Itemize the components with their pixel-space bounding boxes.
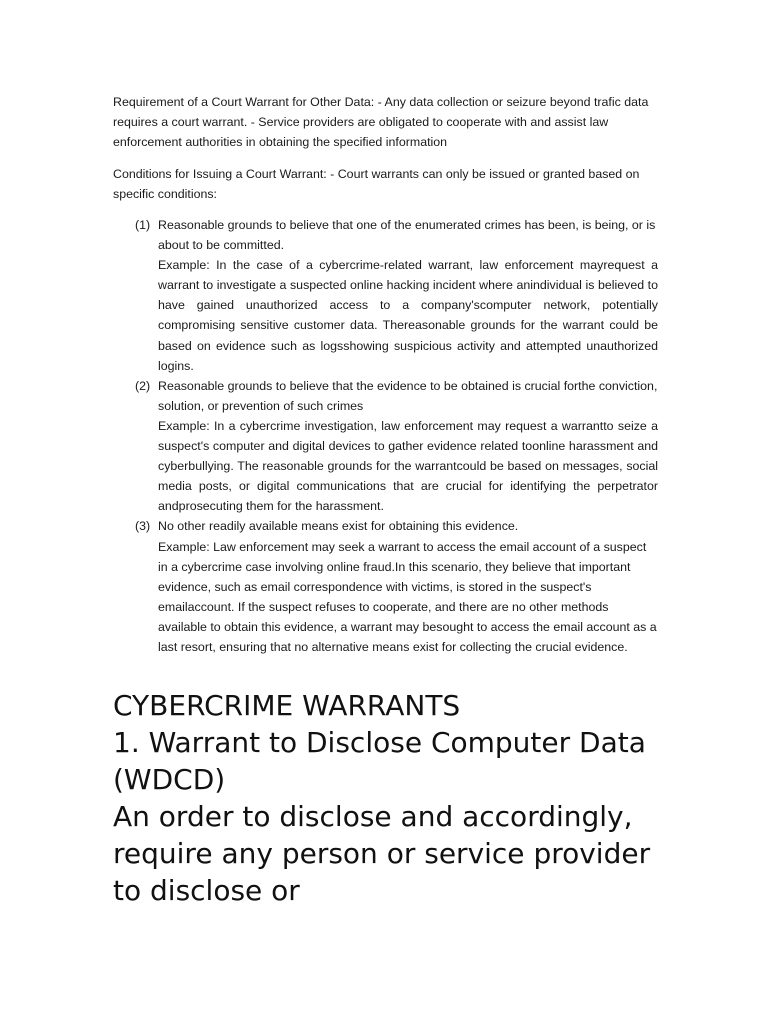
document-page [113,92,658,909]
condition-body [158,516,658,657]
condition-example: Example: In a cybercrime investigation, law enforcement may request a warrantto seize a suspect's computer and digital devices to gather evidence related toonline harassment and cyberbullying. The reasonable grounds for the warrantcould be based on messages, social media posts, or digital communications that are crucial for identifying the perpetrator andprosecuting them for the harassment. [158,418,658,514]
section-heading-block [113,687,658,909]
condition-text: Reasonable grounds to believe that one of the enumerated crimes has been, is being, or is about to be committed. [158,218,656,253]
intro-paragraph-warrant-conditions: Conditions for Issuing a Court Warrant: - Court warrants can only be issued or granted based on specific conditions: [113,166,640,201]
section-title: CYBERCRIME WARRANTS [113,689,461,723]
condition-body [158,376,658,517]
section-subtitle: 1. Warrant to Disclose Computer Data (WDCD) [113,726,646,797]
condition-number: (2) [135,378,151,393]
section-lead-text: An order to disclose and accordingly, require any person or service provider to disclose or [113,800,651,908]
condition-body [158,215,658,376]
condition-item [135,215,658,376]
condition-example: Example: Law enforcement may seek a warrant to access the email account of a suspect in a cybercrime case involving online fraud.In this scenario, they believe that important evidence, such as email correspondence with victims, is stored in the suspect's emailaccount. If the suspect refuses to cooperate, and there are no other methods available to obtain this evidence, a warrant may besought to access the email account as a last resort, ensuring that no alternative means exist for collecting the crucial evidence. [158,539,657,654]
condition-example: Example: In the case of a cybercrime-related warrant, law enforcement mayrequest a warrant to investigate a suspected online hacking incident where anindividual is believed to have gained unauthorized access to a company'scomputer network, potentially compromising sensitive customer data. Thereasonable grounds for the warrant could be based on evidence such as logsshowing suspicious activity and attempted unauthorized logins. [158,258,658,373]
intro-paragraph-warrant-requirement: Requirement of a Court Warrant for Other Data: - Any data collection or seizure beyond trafic data requires a court warrant. - Service providers are obligated to cooperate with and assist law enforcement authorities in obtaining the specified information [113,95,649,150]
condition-number: (1) [135,218,151,233]
condition-text: No other readily available means exist for obtaining this evidence. [158,519,519,534]
condition-number: (3) [135,519,151,534]
condition-item [135,376,658,517]
condition-text: Reasonable grounds to believe that the evidence to be obtained is crucial forthe conviction, solution, or prevention of such crimes [158,378,658,413]
condition-item [135,516,658,657]
conditions-list [135,215,658,657]
